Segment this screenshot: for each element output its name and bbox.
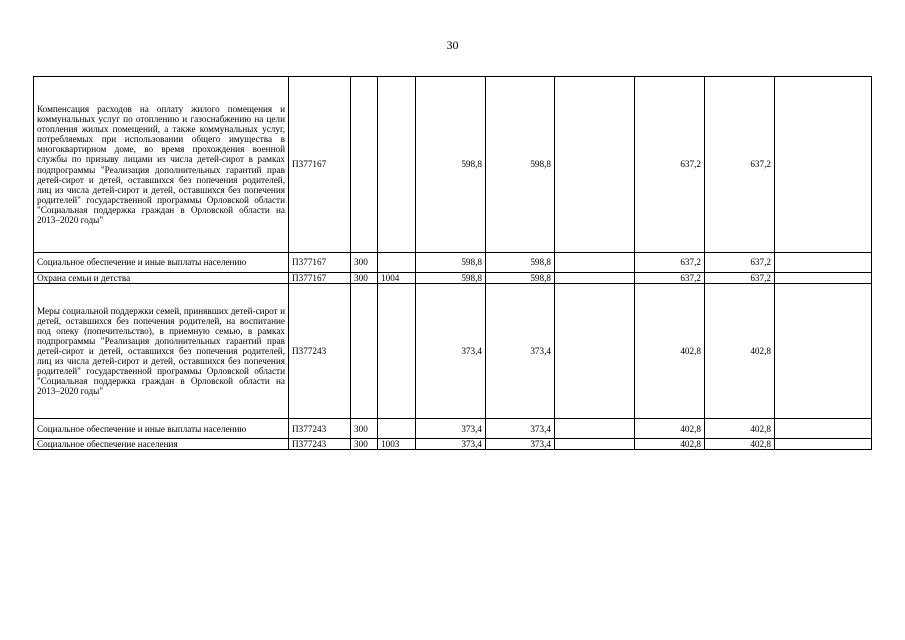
budget-table xyxy=(33,76,872,450)
value-2: 598,8 xyxy=(486,77,555,253)
target-code: П377243 xyxy=(289,419,351,439)
section-code xyxy=(378,419,416,439)
value-5: 402,8 xyxy=(705,419,775,439)
value-6 xyxy=(775,77,872,253)
value-1: 373,4 xyxy=(416,284,486,419)
value-6 xyxy=(775,253,872,273)
value-3 xyxy=(555,284,635,419)
expense-type-code xyxy=(351,77,378,253)
expense-type-code: 300 xyxy=(351,439,378,450)
expense-type-code: 300 xyxy=(351,253,378,273)
value-1: 598,8 xyxy=(416,77,486,253)
value-2: 598,8 xyxy=(486,253,555,273)
value-3 xyxy=(555,253,635,273)
table-row xyxy=(34,273,872,284)
expense-type-code xyxy=(351,284,378,419)
value-1: 598,8 xyxy=(416,253,486,273)
item-name: Компенсация расходов на оплату жилого помещения и коммунальных услуг по отоплению и газоснабжению на цели отопления жилых помещений, а также коммунальных услуг, потребляемых при использовании общего имущества в многоквартирном доме, во время прохождения военной службы по призыву лицами из числа детей-сирот в рамках подпрограммы "Реализация дополнительных гарантий прав детей-сирот и детей, оставшихся без попечения родителей, лиц из числа детей-сирот и детей, оставшихся без попечения родителей" государственной программы Орловской области "Социальная поддержка граждан в Орловской области на 2013–2020 годы" xyxy=(34,77,289,253)
section-code xyxy=(378,77,416,253)
value-4: 637,2 xyxy=(635,253,705,273)
value-5: 402,8 xyxy=(705,439,775,450)
item-name: Социальное обеспечение и иные выплаты населению xyxy=(34,253,289,273)
value-3 xyxy=(555,77,635,253)
item-name: Социальное обеспечение населения xyxy=(34,439,289,450)
section-code: 1003 xyxy=(378,439,416,450)
value-5: 637,2 xyxy=(705,273,775,284)
value-4: 637,2 xyxy=(635,77,705,253)
value-5: 637,2 xyxy=(705,253,775,273)
target-code: П377167 xyxy=(289,77,351,253)
value-1: 598,8 xyxy=(416,273,486,284)
table-row xyxy=(34,284,872,419)
value-2: 373,4 xyxy=(486,419,555,439)
value-3 xyxy=(555,419,635,439)
value-3 xyxy=(555,273,635,284)
value-5: 637,2 xyxy=(705,77,775,253)
section-code: 1004 xyxy=(378,273,416,284)
item-name: Охрана семьи и детства xyxy=(34,273,289,284)
item-name: Социальное обеспечение и иные выплаты населению xyxy=(34,419,289,439)
value-4: 402,8 xyxy=(635,439,705,450)
table-row xyxy=(34,439,872,450)
item-name: Меры социальной поддержки семей, принявших детей-сирот и детей, оставшихся без попечения родителей, на воспитание под опеку (попечительство), в приемную семью, в рамках подпрограммы "Реализация дополнительных гарантий прав детей-сирот и детей, оставшихся без попечения родителей, лиц из числа детей-сирот и детей, оставшихся без попечения родителей" государственной программы Орловской области "Социальная поддержка граждан в Орловской области на 2013–2020 годы" xyxy=(34,284,289,419)
table-row xyxy=(34,419,872,439)
value-2: 373,4 xyxy=(486,284,555,419)
value-2: 598,8 xyxy=(486,273,555,284)
section-code xyxy=(378,253,416,273)
value-6 xyxy=(775,419,872,439)
value-1: 373,4 xyxy=(416,439,486,450)
value-3 xyxy=(555,439,635,450)
value-4: 402,8 xyxy=(635,284,705,419)
table-row xyxy=(34,253,872,273)
target-code: П377243 xyxy=(289,439,351,450)
target-code: П377243 xyxy=(289,284,351,419)
table-row xyxy=(34,77,872,253)
value-4: 402,8 xyxy=(635,419,705,439)
value-6 xyxy=(775,284,872,419)
value-1: 373,4 xyxy=(416,419,486,439)
target-code: П377167 xyxy=(289,273,351,284)
expense-type-code: 300 xyxy=(351,419,378,439)
section-code xyxy=(378,284,416,419)
value-6 xyxy=(775,273,872,284)
value-5: 402,8 xyxy=(705,284,775,419)
value-6 xyxy=(775,439,872,450)
table-body xyxy=(34,77,872,450)
value-2: 373,4 xyxy=(486,439,555,450)
value-4: 637,2 xyxy=(635,273,705,284)
page-number: 30 xyxy=(446,38,459,52)
expense-type-code: 300 xyxy=(351,273,378,284)
target-code: П377167 xyxy=(289,253,351,273)
